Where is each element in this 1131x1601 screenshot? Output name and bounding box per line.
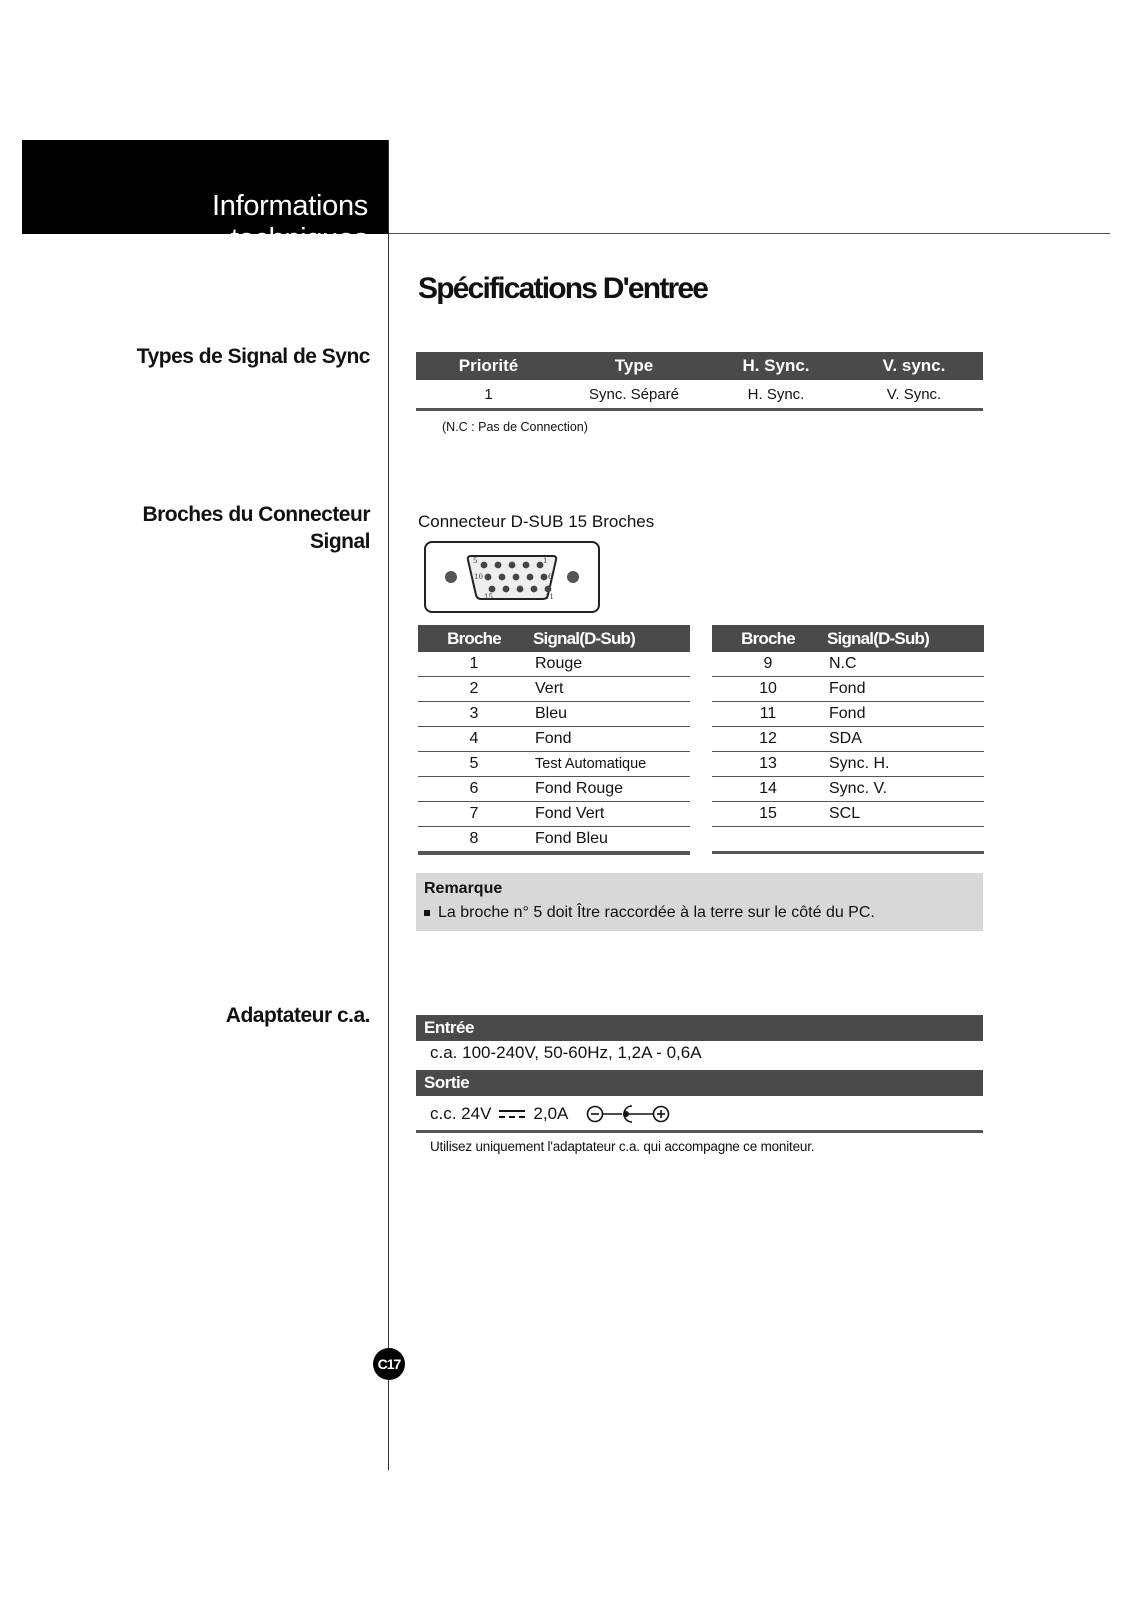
adapter-divider <box>416 1130 983 1133</box>
header-signal: Signal(D-Sub) <box>827 628 929 648</box>
cell-pin: 12 <box>759 730 777 747</box>
section-label-connector-pins-line2: Signal <box>309 530 370 553</box>
table-row <box>712 827 984 851</box>
section-label-sync-types: Types de Signal de Sync <box>136 345 370 368</box>
adapter-input-value: c.a. 100-240V, 50-60Hz, 1,2A - 0,6A <box>430 1043 702 1062</box>
cell-signal: Fond <box>829 680 866 697</box>
cell-pin: 13 <box>759 755 777 772</box>
header-priority: Priorité <box>458 356 519 375</box>
cell-pin: 14 <box>759 780 777 797</box>
adapter-output-current: 2,0A <box>533 1104 569 1123</box>
pin-rows-right <box>712 652 984 851</box>
bullet-icon <box>424 910 430 916</box>
table-header-row <box>416 352 983 380</box>
cell-type: Sync. Séparé <box>588 385 680 403</box>
adapter-input-label: Entrée <box>416 1015 983 1041</box>
table-row <box>418 777 690 802</box>
page-number: C17 <box>373 1348 405 1380</box>
table-row <box>418 802 690 827</box>
vertical-divider <box>388 140 389 1470</box>
table-row <box>418 827 690 852</box>
table-header-row <box>712 625 984 652</box>
cell-signal: Fond Bleu <box>535 830 608 847</box>
table-row <box>418 702 690 727</box>
cell-pin: 15 <box>759 805 777 822</box>
pin-label: 15 <box>484 593 493 601</box>
header-title: Informations techniques <box>212 190 368 255</box>
adapter-output-label: Sortie <box>416 1070 983 1096</box>
remark-text-line <box>424 904 875 922</box>
table-row <box>418 727 690 752</box>
pin-label: 1 <box>543 557 548 565</box>
pin-label: 5 <box>473 557 478 565</box>
cell-pin: 10 <box>759 680 777 697</box>
cell-signal: SCL <box>829 805 861 822</box>
cell-pin: 2 <box>469 680 479 697</box>
pin-table-right <box>712 625 984 854</box>
pin-label: 10 <box>474 573 483 581</box>
header-v-sync: V. sync. <box>882 356 946 375</box>
table-row <box>712 777 984 802</box>
pin-label: 11 <box>545 593 554 601</box>
table-header-row <box>418 625 690 652</box>
cell-pin: 4 <box>469 730 479 747</box>
cell-signal: Sync. V. <box>829 780 888 797</box>
adapter-output-voltage: c.c. 24V <box>430 1104 492 1123</box>
cell-pin: 3 <box>469 705 479 722</box>
cell-signal: Fond Rouge <box>535 780 624 797</box>
table-row <box>712 702 984 727</box>
cell-signal: Bleu <box>535 705 568 722</box>
table-row <box>416 380 983 411</box>
page-title: Spécifications D'entree <box>418 272 708 305</box>
table-row <box>712 677 984 702</box>
cell-signal: Fond Vert <box>535 805 605 822</box>
table-row <box>712 727 984 752</box>
cell-pin: 11 <box>759 705 777 722</box>
pin-label: 6 <box>548 573 553 581</box>
cell-signal: Test Automatique <box>535 756 647 772</box>
remark-box <box>416 873 983 931</box>
dc-symbol-icon <box>497 1107 527 1121</box>
cell-pin: 5 <box>469 755 479 772</box>
table-row <box>712 652 984 677</box>
header-pin: Broche <box>447 628 501 648</box>
cell-signal: Rouge <box>535 655 583 672</box>
cell-signal: Fond <box>829 705 866 722</box>
remark-title: Remarque <box>424 880 503 897</box>
cell-priority: 1 <box>484 385 493 403</box>
cell-signal: SDA <box>829 730 862 747</box>
cell-pin: 9 <box>763 655 773 672</box>
dsub-connector-diagram <box>424 541 600 613</box>
section-label-connector-pins-line1: Broches du Connecteur <box>142 503 370 526</box>
cell-pin: 7 <box>469 805 479 822</box>
header-pin: Broche <box>741 628 795 648</box>
cell-signal: Fond <box>535 730 572 747</box>
cell-signal: Vert <box>535 680 564 697</box>
cell-signal: N.C <box>829 655 857 672</box>
pin-rows-left <box>418 652 690 852</box>
connector-label: Connecteur D-SUB 15 Broches <box>418 512 655 531</box>
cell-pin: 6 <box>469 780 479 797</box>
cell-h-sync: H. Sync. <box>747 385 805 403</box>
cell-v-sync: V. Sync. <box>886 385 942 403</box>
table-row <box>712 802 984 827</box>
cell-pin: 1 <box>469 655 479 672</box>
cell-pin: 8 <box>469 830 479 847</box>
adapter-note: Utilisez uniquement l'adaptateur c.a. qui accompagne ce moniteur. <box>430 1139 815 1154</box>
adapter-output-line <box>430 1103 670 1125</box>
header-divider <box>388 233 1110 234</box>
table-row <box>712 752 984 777</box>
remark-text: La broche n° 5 doit Ître raccordée à la terre sur le côté du PC. <box>438 904 875 921</box>
pin-table-left <box>418 625 690 855</box>
section-label-adapter: Adaptateur c.a. <box>225 1004 370 1027</box>
sync-types-table <box>416 352 983 411</box>
table-row <box>418 752 690 777</box>
table-row <box>418 652 690 677</box>
table-row <box>418 677 690 702</box>
sync-note: (N.C : Pas de Connection) <box>442 420 588 434</box>
dsub-connector-icon <box>426 543 598 611</box>
header-type: Type <box>614 356 654 375</box>
polarity-icon <box>586 1103 670 1125</box>
header-signal: Signal(D-Sub) <box>533 628 635 648</box>
header-h-sync: H. Sync. <box>742 356 810 375</box>
cell-signal: Sync. H. <box>829 755 890 772</box>
